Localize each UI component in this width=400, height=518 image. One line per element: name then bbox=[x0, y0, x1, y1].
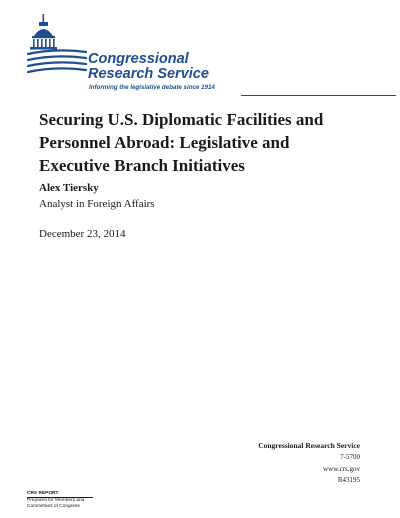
publisher-info bbox=[258, 440, 360, 487]
logo-rule-divider bbox=[241, 95, 396, 96]
crs-report-label bbox=[27, 491, 93, 510]
crs-report-line1: Prepared for Members and bbox=[27, 498, 85, 504]
report-title: Securing U.S. Diplomatic Facilities and Personnel Abroad: Legislative and Executive Branch Initiatives bbox=[39, 110, 324, 175]
publisher-website[interactable]: www.crs.gov bbox=[323, 464, 360, 473]
author-title: Analyst in Foreign Affairs bbox=[39, 198, 155, 210]
author-name: Alex Tiersky bbox=[39, 182, 99, 194]
logo-tagline: Informing the legislative debate since 1914 bbox=[89, 84, 215, 91]
logo-org-name-line1: Congressional bbox=[88, 51, 189, 67]
crs-report-heading: CRS REPORT bbox=[27, 491, 59, 496]
crs-report-line2: Committees of Congress bbox=[27, 504, 80, 510]
report-date: December 23, 2014 bbox=[39, 228, 126, 240]
crs-logo bbox=[26, 12, 386, 90]
publisher-name: Congressional Research Service bbox=[258, 441, 360, 450]
logo-org-name-line2: Research Service bbox=[88, 66, 209, 82]
report-number: R43195 bbox=[337, 476, 360, 484]
capitol-dome-icon bbox=[26, 12, 88, 82]
publisher-phone: 7-5700 bbox=[340, 453, 360, 461]
